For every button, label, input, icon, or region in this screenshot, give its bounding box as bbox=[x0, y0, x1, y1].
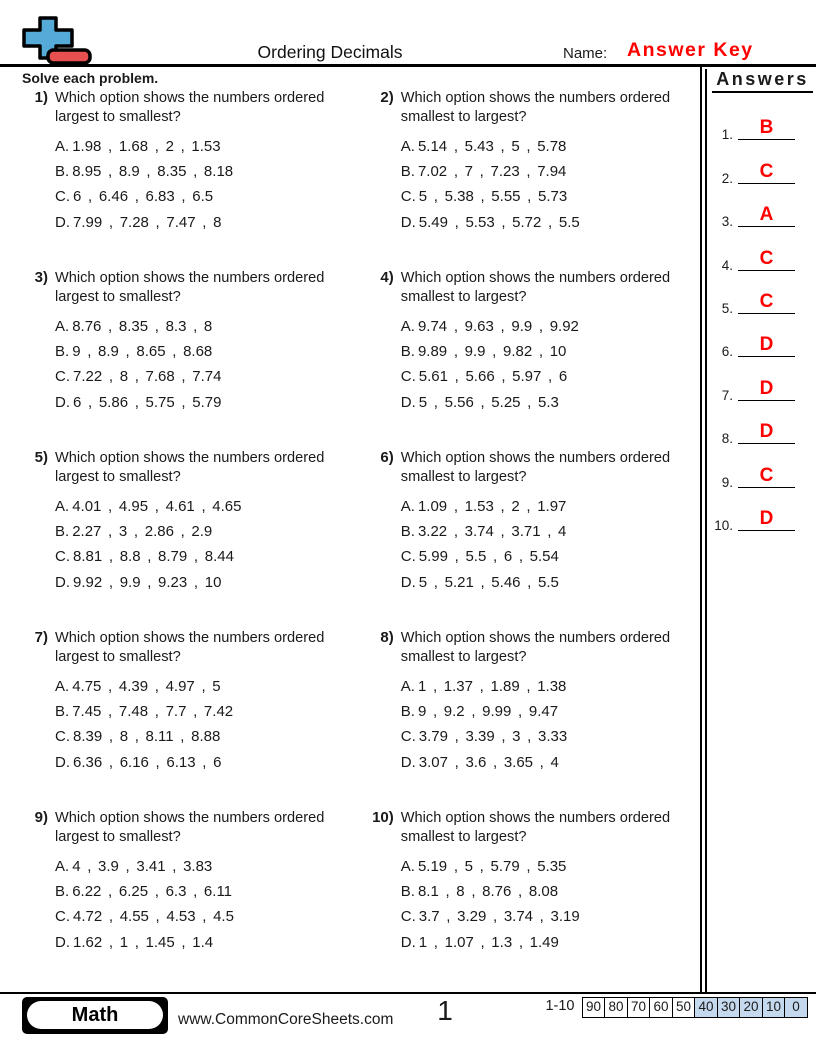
option-b: B. 8.1 , 8 , 8.76 , 8.08 bbox=[400, 883, 559, 901]
question-prompt: Which option shows the numbers ordered largest to smallest? bbox=[55, 810, 325, 845]
option-d: D. 1 , 1.07 , 1.3 , 1.49 bbox=[400, 933, 559, 951]
answer-letter: D bbox=[759, 421, 774, 443]
answer-letter: C bbox=[759, 290, 774, 312]
answer-number: 1. bbox=[721, 127, 733, 143]
footer-divider bbox=[0, 992, 816, 994]
option-c: C. 8.81 , 8.8 , 8.79 , 8.44 bbox=[55, 548, 234, 566]
question-7 bbox=[22, 629, 368, 809]
score-cell: 70 bbox=[627, 997, 651, 1018]
answer-number: 7. bbox=[721, 387, 733, 403]
option-b: B. 6.22 , 6.25 , 6.3 , 6.11 bbox=[55, 883, 233, 901]
answer-number: 5. bbox=[721, 300, 733, 316]
option-c: C. 3.7 , 3.29 , 3.74 , 3.19 bbox=[400, 908, 580, 926]
answer-blank bbox=[738, 465, 795, 488]
option-a: A. 4.01 , 4.95 , 4.61 , 4.65 bbox=[55, 498, 242, 515]
score-range-label: 1-10 bbox=[545, 998, 575, 1014]
option-b: B. 8.95 , 8.9 , 8.35 , 8.18 bbox=[55, 163, 234, 181]
answer-number: 9. bbox=[721, 474, 733, 490]
option-b: B. 9 , 8.9 , 8.65 , 8.68 bbox=[55, 343, 213, 361]
answer-key-text: Answer Key bbox=[627, 39, 754, 61]
score-cell: 80 bbox=[604, 997, 628, 1018]
option-b: B. 9.89 , 9.9 , 9.82 , 10 bbox=[400, 343, 567, 361]
question-prompt: Which option shows the numbers ordered smallest to largest? bbox=[400, 810, 671, 845]
instruction-text: Solve each problem. bbox=[22, 70, 159, 86]
subject-badge bbox=[22, 997, 168, 1034]
option-c: C. 7.22 , 8 , 7.68 , 7.74 bbox=[55, 368, 222, 386]
answer-letter: C bbox=[759, 160, 774, 182]
answer-blank bbox=[738, 508, 795, 531]
question-6 bbox=[368, 449, 698, 629]
score-strip bbox=[545, 997, 808, 1018]
commoncoresheets-logo bbox=[22, 15, 96, 70]
question-prompt: Which option shows the numbers ordered largest to smallest? bbox=[55, 90, 325, 125]
option-b: B. 7.02 , 7 , 7.23 , 7.94 bbox=[400, 163, 567, 181]
question-1 bbox=[22, 89, 368, 269]
question-number: 10) bbox=[372, 809, 394, 826]
answer-row-9 bbox=[707, 453, 816, 496]
subject-label: Math bbox=[27, 1001, 163, 1029]
question-number: 7) bbox=[34, 629, 48, 646]
score-cell: 60 bbox=[649, 997, 673, 1018]
answer-blank bbox=[738, 421, 795, 444]
score-cell: 90 bbox=[582, 997, 606, 1018]
option-a: A. 1 , 1.37 , 1.89 , 1.38 bbox=[400, 678, 567, 695]
question-number: 1) bbox=[34, 89, 48, 106]
answers-list bbox=[707, 106, 816, 540]
answer-row-10 bbox=[707, 497, 816, 540]
question-5 bbox=[22, 449, 368, 629]
option-c: C. 3.79 , 3.39 , 3 , 3.33 bbox=[400, 728, 568, 746]
question-number: 8) bbox=[380, 629, 394, 646]
question-prompt: Which option shows the numbers ordered smallest to largest? bbox=[400, 270, 671, 305]
page-number: 1 bbox=[437, 995, 453, 1026]
option-b: B. 3.22 , 3.74 , 3.71 , 4 bbox=[400, 523, 567, 541]
option-b: B. 2.27 , 3 , 2.86 , 2.9 bbox=[55, 523, 213, 541]
option-c: C. 8.39 , 8 , 8.11 , 8.88 bbox=[55, 728, 221, 746]
option-d: D. 7.99 , 7.28 , 7.47 , 8 bbox=[55, 213, 222, 231]
question-number: 3) bbox=[34, 269, 48, 286]
answer-letter: A bbox=[759, 204, 774, 226]
questions-grid bbox=[22, 89, 698, 989]
score-cell: 50 bbox=[672, 997, 696, 1018]
option-d: D. 9.92 , 9.9 , 9.23 , 10 bbox=[55, 573, 222, 591]
answer-letter: D bbox=[759, 334, 774, 356]
score-cell: 0 bbox=[784, 997, 808, 1018]
answer-letter: C bbox=[759, 247, 774, 269]
option-b: B. 7.45 , 7.48 , 7.7 , 7.42 bbox=[55, 703, 234, 721]
answer-letter: D bbox=[759, 377, 774, 399]
option-a: A. 4 , 3.9 , 3.41 , 3.83 bbox=[55, 858, 213, 875]
question-4 bbox=[368, 269, 698, 449]
question-prompt: Which option shows the numbers ordered largest to smallest? bbox=[55, 450, 325, 485]
page-title: Ordering Decimals bbox=[257, 42, 403, 62]
option-c: C. 5.99 , 5.5 , 6 , 5.54 bbox=[400, 548, 559, 566]
option-d: D. 1.62 , 1 , 1.45 , 1.4 bbox=[55, 933, 214, 951]
option-c: C. 5 , 5.38 , 5.55 , 5.73 bbox=[400, 188, 568, 206]
answer-number: 4. bbox=[721, 257, 733, 273]
option-a: A. 5.19 , 5 , 5.79 , 5.35 bbox=[400, 858, 567, 875]
question-prompt: Which option shows the numbers ordered largest to smallest? bbox=[55, 270, 325, 305]
option-c: C. 4.72 , 4.55 , 4.53 , 4.5 bbox=[55, 908, 234, 926]
question-10 bbox=[368, 809, 698, 989]
website-text: www.CommonCoreSheets.com bbox=[178, 1011, 394, 1028]
score-cell: 40 bbox=[694, 997, 718, 1018]
question-2 bbox=[368, 89, 698, 269]
option-d: D. 5.49 , 5.53 , 5.72 , 5.5 bbox=[400, 213, 580, 231]
answer-row-3 bbox=[707, 193, 816, 236]
option-d: D. 6 , 5.86 , 5.75 , 5.79 bbox=[55, 393, 222, 411]
score-cell: 30 bbox=[717, 997, 741, 1018]
question-number: 5) bbox=[34, 449, 48, 466]
question-prompt: Which option shows the numbers ordered smallest to largest? bbox=[400, 90, 671, 125]
answer-letter: D bbox=[759, 507, 774, 529]
answer-letter: C bbox=[759, 464, 774, 486]
answer-letter: B bbox=[759, 117, 774, 139]
question-number: 6) bbox=[380, 449, 394, 466]
answer-blank bbox=[738, 117, 795, 140]
answer-number: 2. bbox=[721, 170, 733, 186]
question-number: 9) bbox=[34, 809, 48, 826]
question-3 bbox=[22, 269, 368, 449]
answers-title: Answers bbox=[712, 69, 813, 93]
option-a: A. 9.74 , 9.63 , 9.9 , 9.92 bbox=[400, 318, 579, 335]
score-cell: 20 bbox=[739, 997, 763, 1018]
question-number: 2) bbox=[380, 89, 394, 106]
answer-row-8 bbox=[707, 410, 816, 453]
answer-row-7 bbox=[707, 366, 816, 409]
answer-number: 8. bbox=[721, 431, 733, 447]
option-c: C. 5.61 , 5.66 , 5.97 , 6 bbox=[400, 368, 568, 386]
option-a: A. 5.14 , 5.43 , 5 , 5.78 bbox=[400, 138, 567, 155]
answer-blank bbox=[738, 291, 795, 314]
answer-row-6 bbox=[707, 323, 816, 366]
answer-blank bbox=[738, 161, 795, 184]
answer-blank bbox=[738, 204, 795, 227]
answer-number: 3. bbox=[721, 214, 733, 230]
option-b: B. 9 , 9.2 , 9.99 , 9.47 bbox=[400, 703, 559, 721]
answer-row-1 bbox=[707, 106, 816, 149]
name-label: Name: bbox=[563, 45, 608, 62]
score-cell: 10 bbox=[762, 997, 786, 1018]
answer-number: 6. bbox=[721, 344, 733, 360]
option-d: D. 6.36 , 6.16 , 6.13 , 6 bbox=[55, 753, 222, 771]
question-8 bbox=[368, 629, 698, 809]
answer-blank bbox=[738, 378, 795, 401]
answer-row-2 bbox=[707, 149, 816, 192]
answer-number: 10. bbox=[714, 517, 733, 533]
option-d: D. 3.07 , 3.6 , 3.65 , 4 bbox=[400, 753, 559, 771]
answer-blank bbox=[738, 248, 795, 271]
plus-minus-icon bbox=[22, 15, 96, 65]
answer-row-5 bbox=[707, 280, 816, 323]
option-d: D. 5 , 5.56 , 5.25 , 5.3 bbox=[400, 393, 559, 411]
option-a: A. 4.75 , 4.39 , 4.97 , 5 bbox=[55, 678, 221, 695]
option-a: A. 8.76 , 8.35 , 8.3 , 8 bbox=[55, 318, 213, 335]
score-table bbox=[582, 997, 809, 1018]
answer-row-4 bbox=[707, 236, 816, 279]
option-a: A. 1.09 , 1.53 , 2 , 1.97 bbox=[400, 498, 567, 515]
option-a: A. 1.98 , 1.68 , 2 , 1.53 bbox=[55, 138, 221, 155]
question-prompt: Which option shows the numbers ordered largest to smallest? bbox=[55, 630, 325, 665]
option-c: C. 6 , 6.46 , 6.83 , 6.5 bbox=[55, 188, 214, 206]
question-prompt: Which option shows the numbers ordered smallest to largest? bbox=[400, 630, 671, 665]
question-9 bbox=[22, 809, 368, 989]
question-number: 4) bbox=[380, 269, 394, 286]
answers-panel bbox=[700, 67, 816, 992]
answer-blank bbox=[738, 334, 795, 357]
option-d: D. 5 , 5.21 , 5.46 , 5.5 bbox=[400, 573, 559, 591]
question-prompt: Which option shows the numbers ordered smallest to largest? bbox=[400, 450, 671, 485]
header-divider bbox=[0, 64, 816, 67]
